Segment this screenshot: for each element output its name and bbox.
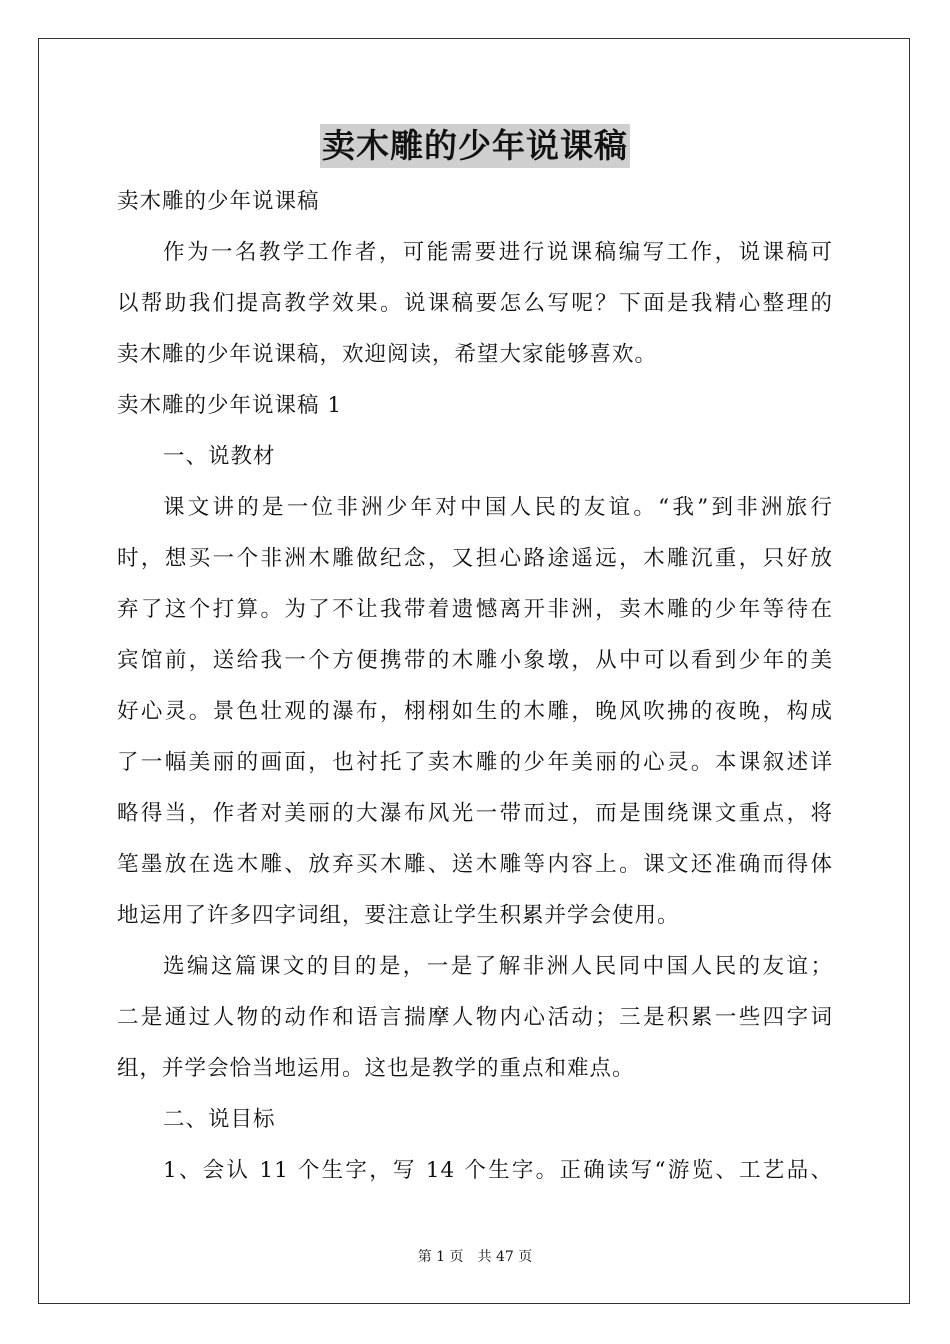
- paragraph-line: 作为一名教学工作者，可能需要进行说课稿编写工作，说课稿可: [163, 240, 833, 265]
- paragraph-line: 笔墨放在选木雕、放弃买木雕、送木雕等内容上。课文还准确而得体: [117, 852, 833, 877]
- paragraph-line: 二是通过人物的动作和语言揣摩人物内心活动；三是积累一些四字词: [117, 1005, 833, 1030]
- paragraph-line: 组，并学会恰当地运用。这也是教学的重点和难点。: [117, 1056, 635, 1081]
- section-heading: 卖木雕的少年说课稿 1: [117, 393, 343, 418]
- paragraph-line: 时，想买一个非洲木雕做纪念，又担心路途遥远，木雕沉重，只好放: [117, 546, 833, 571]
- paragraph-line: 以帮助我们提高教学效果。说课稿要怎么写呢？下面是我精心整理的: [117, 291, 833, 316]
- document-title: 卖木雕的少年说课稿: [320, 124, 630, 168]
- paragraph-line: 地运用了许多四字词组，要注意让学生积累并学会使用。: [117, 903, 680, 928]
- paragraph-line: 课文讲的是一位非洲少年对中国人民的友谊。“我”到非洲旅行: [163, 495, 833, 520]
- subtitle-line: 卖木雕的少年说课稿: [117, 189, 320, 214]
- paragraph-line: 宾馆前，送给我一个方便携带的木雕小象墩，从中可以看到少年的美: [117, 648, 833, 673]
- document-body: [117, 176, 833, 1196]
- section-heading: 一、说教材: [163, 444, 276, 469]
- page-footer: 第 1 页 共 47 页: [417, 1249, 533, 1265]
- paragraph-line: 略得当，作者对美丽的大瀑布风光一带而过，而是围绕课文重点，将: [117, 801, 833, 826]
- paragraph-line: 卖木雕的少年说课稿，欢迎阅读，希望大家能够喜欢。: [117, 342, 658, 367]
- title-container: [0, 124, 950, 168]
- paragraph-line: 了一幅美丽的画面，也衬托了卖木雕的少年美丽的心灵。本课叙述详: [117, 750, 833, 775]
- paragraph-line: 选编这篇课文的目的是，一是了解非洲人民同中国人民的友谊；: [163, 954, 833, 979]
- paragraph-line: 1、会认 11 个生字，写 14 个生字。正确读写“游览、工艺品、: [163, 1158, 833, 1183]
- paragraph-line: 弃了这个打算。为了不让我带着遗憾离开非洲，卖木雕的少年等待在: [117, 597, 833, 622]
- paragraph-line: 好心灵。景色壮观的瀑布，栩栩如生的木雕，晚风吹拂的夜晚，构成: [117, 699, 833, 724]
- section-heading: 二、说目标: [163, 1107, 276, 1132]
